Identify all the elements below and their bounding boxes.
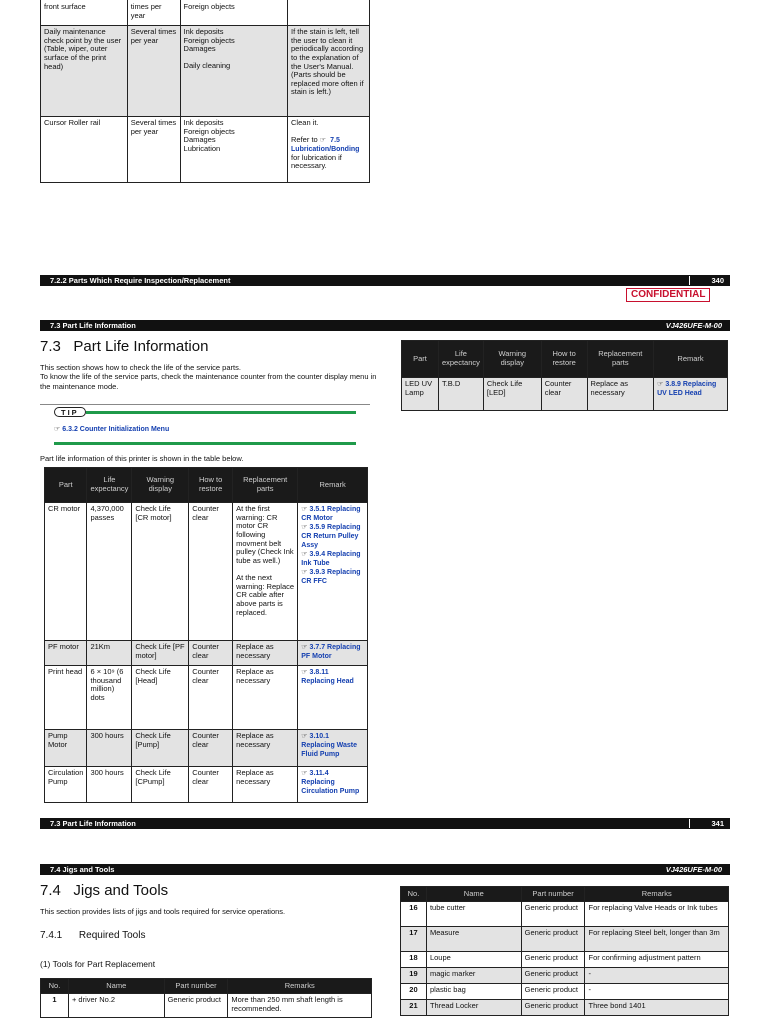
column-header: Remarks xyxy=(228,979,372,994)
life-cell: 6 × 10⁹ (6 thousand million) dots xyxy=(87,666,132,730)
refer-text: Refer to xyxy=(291,134,318,144)
reference-hand-icon: ☞ xyxy=(301,644,308,651)
subsection-number: 7.4.1 xyxy=(40,930,63,941)
section-heading xyxy=(40,882,168,899)
reference-hand-icon: ☞ xyxy=(301,506,308,513)
frequency-cell: times per year xyxy=(127,0,180,26)
table-row xyxy=(401,927,729,952)
remarks-cell: For replacing Steel belt, longer than 3m xyxy=(585,927,729,952)
restore-cell: Counter clear xyxy=(189,767,233,803)
table-row xyxy=(45,767,368,803)
number-cell: 19 xyxy=(401,968,427,984)
table-row xyxy=(45,503,368,641)
reference-link[interactable]: 3.8.9 Replacing UV LED Head xyxy=(657,381,717,398)
remarks-cell: - xyxy=(585,984,729,1000)
life-cell: T.B.D xyxy=(438,378,483,411)
tip-label: TIP xyxy=(54,407,86,417)
reference-link[interactable]: 3.9.4 Replacing Ink Tube xyxy=(301,551,361,568)
header-model-code: VJ426UFE-M-00 xyxy=(665,865,722,874)
section-heading xyxy=(40,338,208,355)
column-header: Name xyxy=(426,887,521,902)
check-item: Ink deposits xyxy=(183,27,224,36)
footer-divider xyxy=(689,819,690,828)
warning-cell: Check Life [PF motor] xyxy=(132,641,189,666)
table-row xyxy=(401,968,729,984)
warning-cell: Check Life [Head] xyxy=(132,666,189,730)
remarks-cell: Three bond 1401 xyxy=(585,1000,729,1016)
table-row xyxy=(41,117,370,183)
check-cell xyxy=(180,117,287,183)
frequency-cell: Several times per year xyxy=(127,117,180,183)
remarks-cell: For confirming adjustment pattern xyxy=(585,952,729,968)
reference-link[interactable]: 3.9.3 Replacing CR FFC xyxy=(301,569,361,586)
life-cell: 300 hours xyxy=(87,730,132,767)
section-title: Part Life Information xyxy=(73,338,209,355)
table-header-row xyxy=(41,979,372,994)
reference-link[interactable]: 3.5.9 Replacing CR Return Pulley Assy xyxy=(301,524,361,550)
divider xyxy=(40,404,370,405)
column-header: Part number xyxy=(164,979,228,994)
remarks-cell: More than 250 mm shaft length is recommended. xyxy=(228,994,372,1018)
subsection-heading xyxy=(40,930,145,941)
section-intro: This section provides lists of jigs and tools required for service operations. xyxy=(40,907,286,916)
remarks-cell: For replacing Valve Heads or Ink tubes xyxy=(585,902,729,927)
check-cell xyxy=(180,26,287,117)
reference-hand-icon: ☞ xyxy=(54,426,61,433)
section-title: Jigs and Tools xyxy=(73,882,169,899)
column-header: Remark xyxy=(654,341,728,378)
tip-rule xyxy=(86,411,356,414)
page-header xyxy=(40,864,730,875)
name-cell: Measure xyxy=(426,927,521,952)
reference-link[interactable]: 7.5 Lubrication/Bonding xyxy=(291,136,360,153)
footer-divider xyxy=(689,276,690,285)
replacement-cell: Replace as necessary xyxy=(233,730,298,767)
reference-link[interactable]: 3.5.1 Replacing CR Motor xyxy=(301,506,361,523)
check-cell: Foreign objects xyxy=(180,0,287,26)
footer-section-label: 7.2.2 Parts Which Require Inspection/Replacement xyxy=(50,276,231,285)
name-cell: magic marker xyxy=(426,968,521,984)
tip-block xyxy=(54,407,356,445)
restore-cell: Counter clear xyxy=(189,730,233,767)
table-row xyxy=(402,378,728,411)
column-header: Life expectancy xyxy=(87,468,132,503)
table-row xyxy=(45,730,368,767)
check-item: Daily cleaning xyxy=(183,60,231,70)
life-cell: 21Km xyxy=(87,641,132,666)
name-cell: plastic bag xyxy=(426,984,521,1000)
reference-link[interactable]: 3.7.7 Replacing PF Motor xyxy=(301,644,361,661)
column-header: Replacement parts xyxy=(587,341,654,378)
reference-hand-icon: ☞ xyxy=(301,669,308,676)
table-header-row xyxy=(402,341,728,378)
number-cell: 20 xyxy=(401,984,427,1000)
part-life-table-continued xyxy=(401,340,728,411)
table-row xyxy=(401,1000,729,1016)
reference-hand-icon: ☞ xyxy=(301,524,308,532)
check-item: Damages xyxy=(183,44,216,54)
warning-cell: Check Life [CR motor] xyxy=(132,503,189,641)
number-cell: 18 xyxy=(401,952,427,968)
remark-text: Clean it. xyxy=(291,118,319,127)
section-intro xyxy=(40,363,380,391)
section-number: 7.4 xyxy=(40,882,61,899)
column-header: Remarks xyxy=(585,887,729,902)
part-cell: Cursor Roller rail xyxy=(41,117,128,183)
column-header: Warning display xyxy=(483,341,541,378)
reference-link[interactable]: 3.8.11 Replacing Head xyxy=(301,669,354,686)
column-header: Remark xyxy=(298,468,368,503)
check-item: Ink deposits xyxy=(183,118,224,127)
number-cell: 17 xyxy=(401,927,427,952)
reference-hand-icon: ☞ xyxy=(301,569,308,577)
part-number-cell: Generic product xyxy=(164,994,228,1018)
table-row xyxy=(45,641,368,666)
replacement-cell: Replace as necessary xyxy=(233,767,298,803)
list-title: (1) Tools for Part Replacement xyxy=(40,959,156,969)
name-cell: + driver No.2 xyxy=(68,994,164,1018)
page-number: 340 xyxy=(711,276,724,285)
part-number-cell: Generic product xyxy=(521,984,585,1000)
remark-cell xyxy=(288,117,370,183)
remark-cell xyxy=(288,0,370,26)
check-item: Foreign objects xyxy=(183,126,235,136)
table-row xyxy=(41,0,370,26)
table-row xyxy=(41,26,370,117)
restore-cell: Counter clear xyxy=(189,666,233,730)
check-item: Lubrication xyxy=(183,143,221,153)
footer-section-label: 7.3 Part Life Information xyxy=(50,819,136,828)
part-number-cell: Generic product xyxy=(521,968,585,984)
warning-cell: Check Life [Pump] xyxy=(132,730,189,767)
replacement-cell: Replace as necessary xyxy=(233,641,298,666)
remark-cell xyxy=(298,767,368,803)
restore-cell: Counter clear xyxy=(189,641,233,666)
part-number-cell: Generic product xyxy=(521,1000,585,1016)
table-header-row xyxy=(45,468,368,503)
header-section-label: 7.4 Jigs and Tools xyxy=(50,865,115,874)
column-header: Life expectancy xyxy=(438,341,483,378)
remark-cell xyxy=(654,378,728,411)
name-cell: Thread Locker xyxy=(426,1000,521,1016)
reference-hand-icon: ☞ xyxy=(657,381,664,388)
page-number: 341 xyxy=(711,819,724,828)
reference-link[interactable]: 3.10.1 Replacing Waste Fluid Pump xyxy=(301,733,358,759)
header-section-label: 7.3 Part Life Information xyxy=(50,321,136,330)
part-life-table xyxy=(44,467,368,803)
column-header: How to restore xyxy=(541,341,587,378)
replacement-cell: Replace as necessary xyxy=(587,378,654,411)
check-item: Foreign objects xyxy=(183,35,235,45)
intro-line: This section shows how to check the life of the service parts. xyxy=(40,363,241,372)
confidential-stamp: CONFIDENTIAL xyxy=(626,288,710,302)
part-number-cell: Generic product xyxy=(521,952,585,968)
remark-text: If the stain is left, tell the user to clean it periodically according to the explanation of the User's Manual. xyxy=(291,27,364,71)
reference-link[interactable]: 3.11.4 Replacing Circulation Pump xyxy=(301,770,360,796)
table-row xyxy=(401,902,729,927)
remark-cell xyxy=(298,503,368,641)
replacement-cell: Replace as necessary xyxy=(233,666,298,730)
reference-hand-icon: ☞ xyxy=(319,136,327,144)
remark-cell xyxy=(298,641,368,666)
header-model-code: VJ426UFE-M-00 xyxy=(665,321,722,330)
column-header: Name xyxy=(68,979,164,994)
table-caption: Part life information of this printer is shown in the table below. xyxy=(40,454,244,463)
part-cell: CR motor xyxy=(45,503,87,641)
number-cell: 16 xyxy=(401,902,427,927)
part-cell: Circulation Pump xyxy=(45,767,87,803)
column-header: No. xyxy=(401,887,427,902)
name-cell: tube cutter xyxy=(426,902,521,927)
restore-cell: Counter clear xyxy=(189,503,233,641)
column-header: No. xyxy=(41,979,69,994)
column-header: Replacement parts xyxy=(233,468,298,503)
tip-reference-link[interactable]: 6.3.2 Counter Initialization Menu xyxy=(62,425,170,433)
part-cell: PF motor xyxy=(45,641,87,666)
column-header: Part xyxy=(45,468,87,503)
part-cell: Pump Motor xyxy=(45,730,87,767)
table-header-row xyxy=(401,887,729,902)
table-row xyxy=(401,952,729,968)
page-footer xyxy=(40,275,730,286)
tools-table-left xyxy=(40,978,372,1018)
column-header: How to restore xyxy=(189,468,233,503)
reference-hand-icon: ☞ xyxy=(301,551,308,559)
check-item: Damages xyxy=(183,135,216,145)
life-cell: 4,370,000 passes xyxy=(87,503,132,641)
table-row xyxy=(401,984,729,1000)
life-cell: 300 hours xyxy=(87,767,132,803)
warning-cell: Check Life [CPump] xyxy=(132,767,189,803)
page-footer xyxy=(40,818,730,829)
section-number: 7.3 xyxy=(40,338,61,355)
part-cell: Daily maintenance check point by the user (Table, wiper, outer surface of the print head) xyxy=(41,26,128,117)
part-cell: front surface xyxy=(41,0,128,26)
reference-hand-icon: ☞ xyxy=(301,770,308,777)
restore-cell: Counter clear xyxy=(541,378,587,411)
intro-line: To know the life of the service parts, check the maintenance counter from the counter display menu in the maintenance mode. xyxy=(40,372,377,391)
number-cell: 1 xyxy=(41,994,69,1018)
column-header: Part xyxy=(402,341,439,378)
refer-text: for lubrication if necessary. xyxy=(291,152,342,171)
warning-cell: Check Life [LED] xyxy=(483,378,541,411)
table-row xyxy=(41,994,372,1018)
remark-text: (Parts should be replaced more often if stain is left.) xyxy=(291,70,364,97)
tools-table-right xyxy=(400,886,729,1016)
tip-rule-bottom xyxy=(54,442,356,445)
remark-cell xyxy=(298,730,368,767)
part-number-cell: Generic product xyxy=(521,902,585,927)
reference-hand-icon: ☞ xyxy=(301,733,308,740)
number-cell: 21 xyxy=(401,1000,427,1016)
part-cell: LED UV Lamp xyxy=(402,378,439,411)
remarks-cell: - xyxy=(585,968,729,984)
replacement-cell: At the first warning: CR motor CR following movment belt pulley (Check Ink tube as well.) At the next warning: Replace CR cable after above parts is replaced. xyxy=(233,503,298,641)
remark-cell xyxy=(298,666,368,730)
subsection-title: Required Tools xyxy=(78,930,146,941)
frequency-cell: Several times per year xyxy=(127,26,180,117)
inspection-table-fragment xyxy=(40,0,370,183)
remark-cell xyxy=(288,26,370,117)
part-number-cell: Generic product xyxy=(521,927,585,952)
column-header: Part number xyxy=(521,887,585,902)
table-row xyxy=(45,666,368,730)
column-header: Warning display xyxy=(132,468,189,503)
page-header xyxy=(40,320,730,331)
name-cell: Loupe xyxy=(426,952,521,968)
part-cell: Print head xyxy=(45,666,87,730)
